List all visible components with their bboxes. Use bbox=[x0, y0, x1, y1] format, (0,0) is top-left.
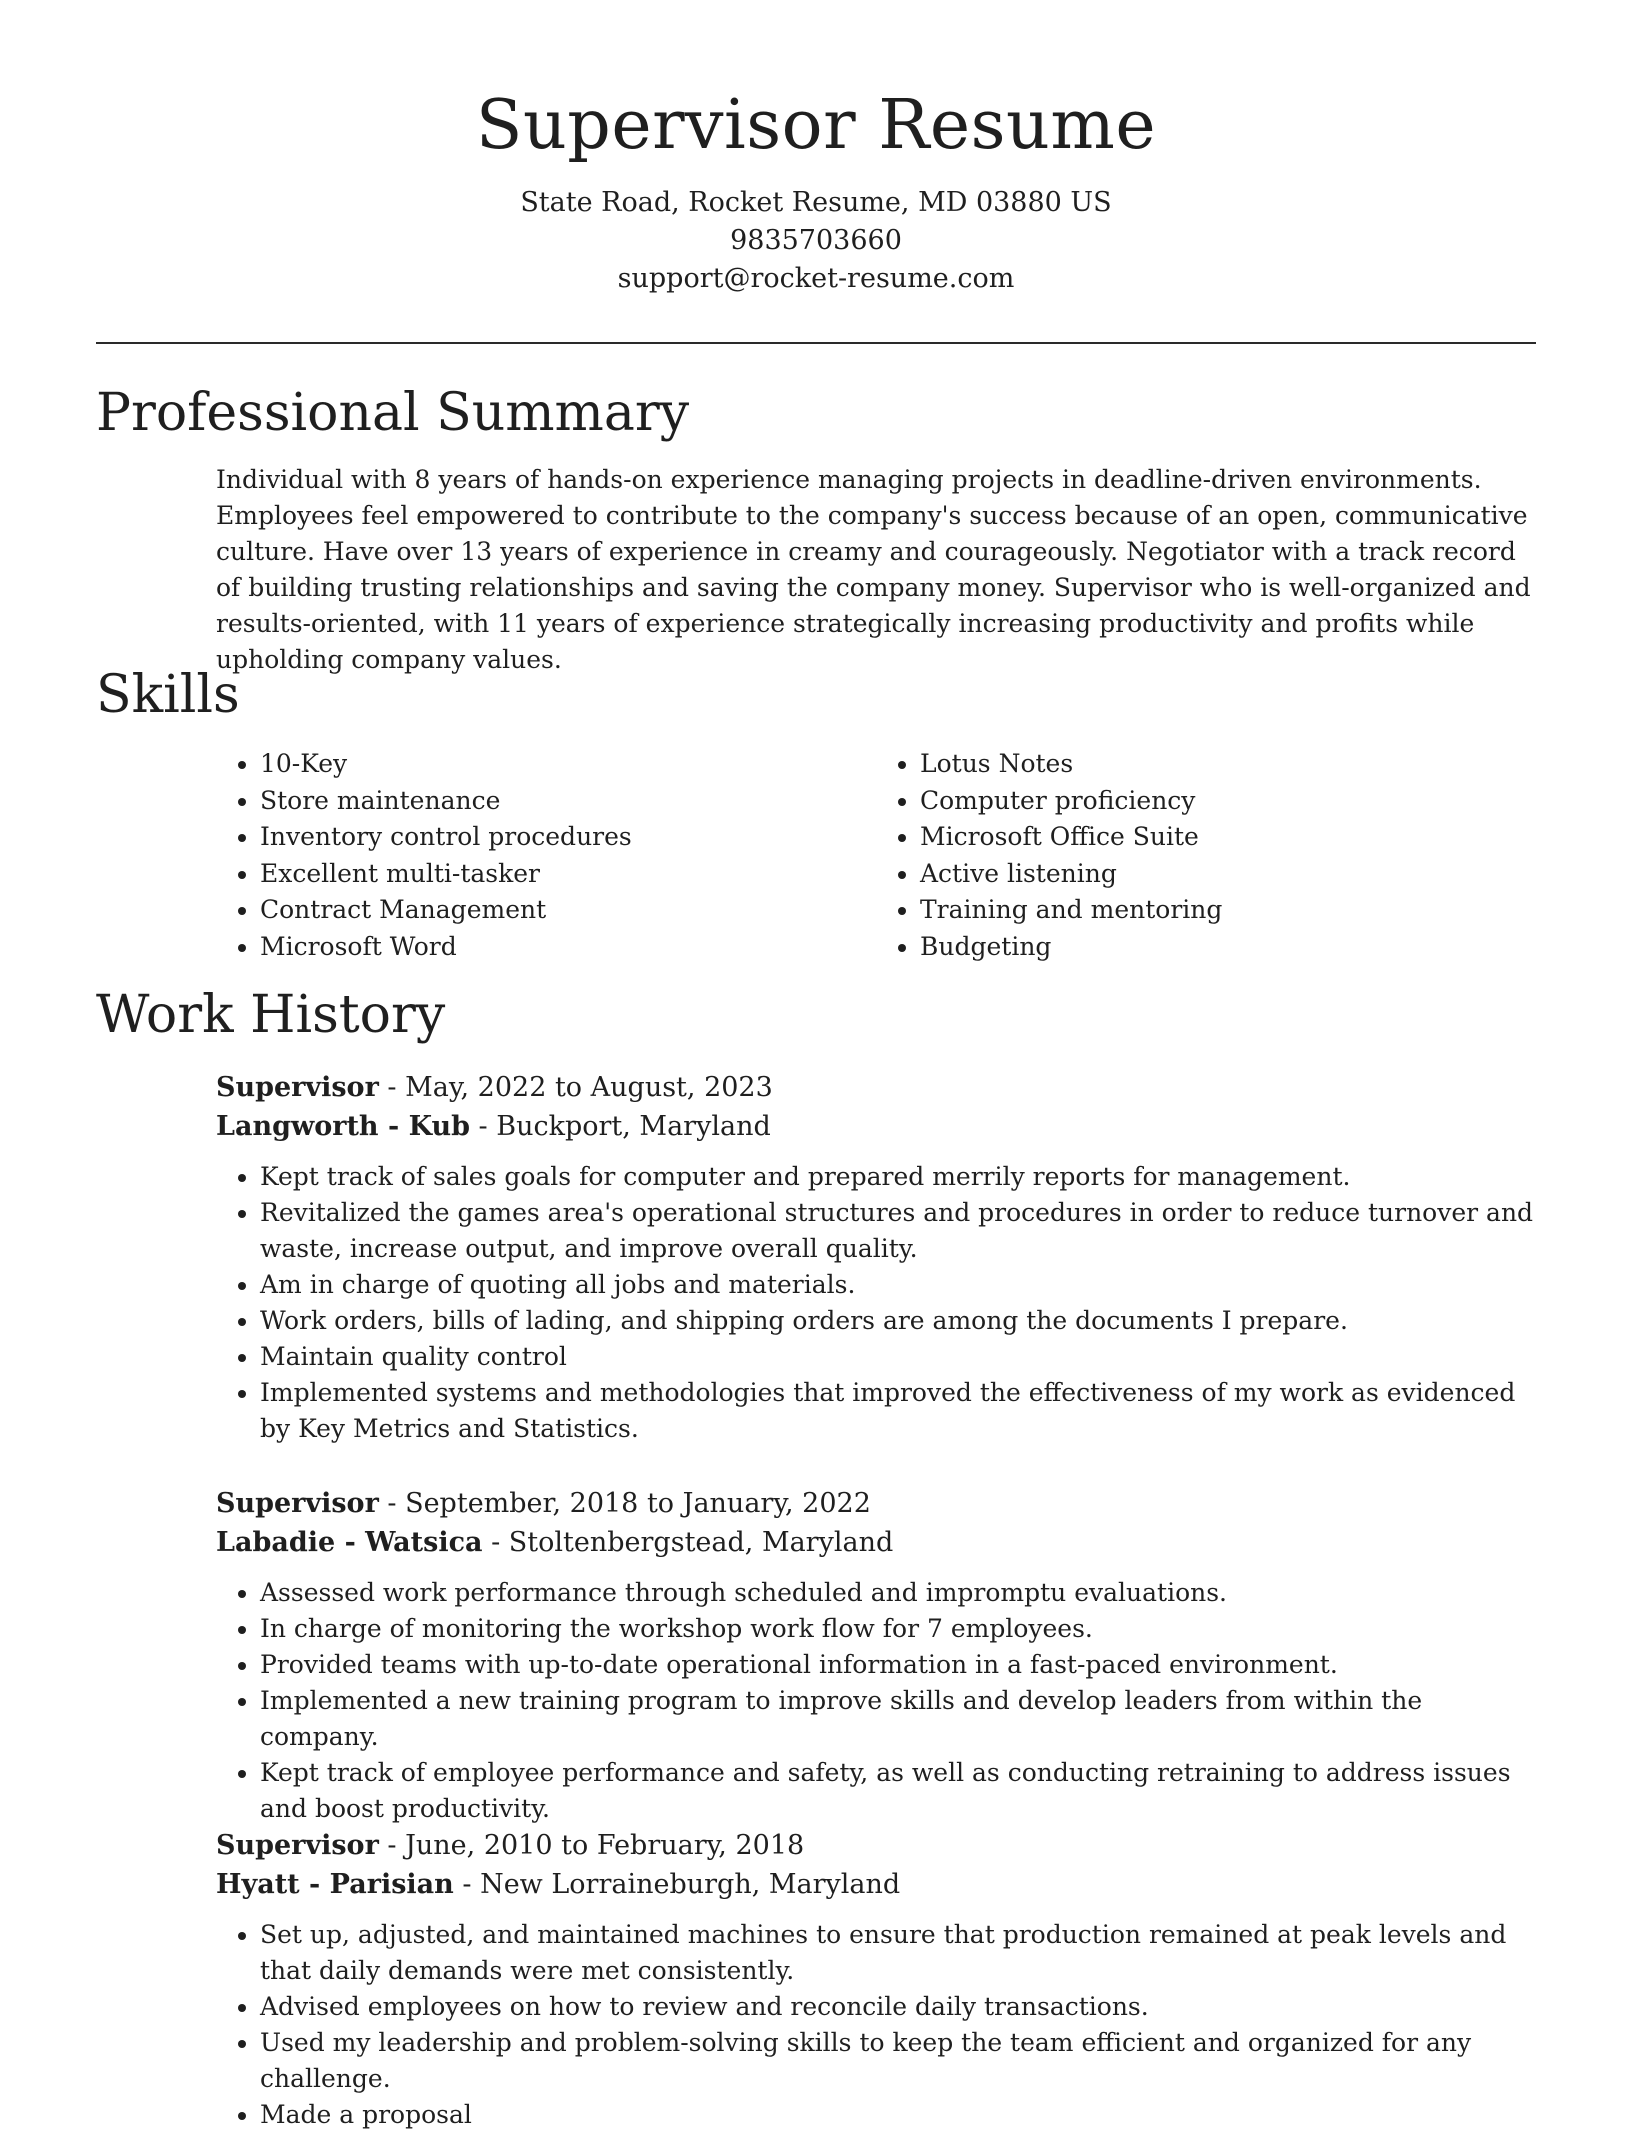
skill-item: • Excellent multi-tasker bbox=[260, 856, 876, 893]
job-bullet: • Revitalized the games area's operational structures and procedures in order to reduce turnover and waste, increase output, and improve overall quality. bbox=[260, 1195, 1546, 1267]
job-bullet: • Made a proposal bbox=[260, 2097, 1546, 2133]
job-title-line bbox=[216, 1068, 1546, 1107]
work-history-heading: Work History bbox=[96, 985, 446, 1045]
job-dates: - September, 2018 to January, 2022 bbox=[378, 1488, 871, 1519]
job-location: - New Lorraineburgh, Maryland bbox=[453, 1869, 901, 1900]
job-dates: - May, 2022 to August, 2023 bbox=[378, 1072, 773, 1103]
skill-item: • Inventory control procedures bbox=[260, 819, 876, 856]
skills-heading: Skills bbox=[96, 665, 240, 725]
skill-item: • Store maintenance bbox=[260, 783, 876, 820]
skill-item: • Contract Management bbox=[260, 892, 876, 929]
job-bullet: • Implemented a new training program to improve skills and develop leaders from within the company. bbox=[260, 1683, 1546, 1755]
skills-column-left bbox=[216, 746, 876, 965]
summary-text: Individual with 8 years of hands-on experience managing projects in deadline-driven environments. Employees feel empowered to contribute to the company's success because of an open, communicative culture. Have over 13 years of experience in creamy and courageously. Negotiator with a track record of building trusting relationships and saving the company money. Supervisor who is well-organized and results-oriented, with 11 years of experience strategically increasing productivity and profits while upholding company values. bbox=[216, 465, 1531, 674]
header-divider bbox=[96, 342, 1536, 344]
resume-header bbox=[0, 0, 1632, 298]
skill-item: • Computer proficiency bbox=[920, 783, 1536, 820]
job-employer: Hyatt - Parisian bbox=[216, 1869, 454, 1900]
contact-email: support@rocket-resume.com bbox=[617, 263, 1015, 294]
job-role: Supervisor bbox=[216, 1072, 379, 1103]
job-employer-line bbox=[216, 1523, 1546, 1562]
contact-address: State Road, Rocket Resume, MD 03880 US bbox=[520, 187, 1112, 218]
skills-list bbox=[216, 746, 1536, 965]
skill-item: • 10-Key bbox=[260, 746, 876, 783]
job-title-line bbox=[216, 1826, 1546, 1865]
job-role: Supervisor bbox=[216, 1830, 379, 1861]
job-bullets bbox=[216, 1575, 1546, 1827]
summary-heading: Professional Summary bbox=[96, 383, 690, 443]
skill-item: • Microsoft Office Suite bbox=[920, 819, 1536, 856]
job-bullet: • Advised employees on how to review and reconcile daily transactions. bbox=[260, 1989, 1546, 2025]
job-location: - Buckport, Maryland bbox=[469, 1111, 771, 1142]
job-bullet: • Implemented systems and methodologies that improved the effectiveness of my work as evidenced by Key Metrics and Statistics. bbox=[260, 1375, 1546, 1447]
skill-item: • Lotus Notes bbox=[920, 746, 1536, 783]
resume-title: Supervisor Resume bbox=[475, 86, 1157, 165]
job-bullet: • Set up, adjusted, and maintained machines to ensure that production remained at peak levels and that daily demands were met consistently. bbox=[260, 1917, 1546, 1989]
skill-item: • Active listening bbox=[920, 856, 1536, 893]
job-bullet: • In charge of monitoring the workshop work flow for 7 employees. bbox=[260, 1611, 1546, 1647]
contact-phone: 9835703660 bbox=[730, 225, 902, 256]
job-entry bbox=[216, 1068, 1546, 1447]
job-employer-line bbox=[216, 1865, 1546, 1904]
job-employer: Labadie - Watsica bbox=[216, 1527, 483, 1558]
job-bullet: • Kept track of employee performance and safety, as well as conducting retraining to address issues and boost productivity. bbox=[260, 1755, 1546, 1827]
job-dates: - June, 2010 to February, 2018 bbox=[378, 1830, 805, 1861]
skills-column-right bbox=[876, 746, 1536, 965]
job-bullet: • Kept track of sales goals for computer and prepared merrily reports for management. bbox=[260, 1159, 1546, 1195]
job-entry bbox=[216, 1484, 1546, 1827]
skill-item: • Training and mentoring bbox=[920, 892, 1536, 929]
job-bullet: • Work orders, bills of lading, and shipping orders are among the documents I prepare. bbox=[260, 1303, 1546, 1339]
skill-item: • Budgeting bbox=[920, 929, 1536, 966]
job-bullet: • Assessed work performance through scheduled and impromptu evaluations. bbox=[260, 1575, 1546, 1611]
job-role: Supervisor bbox=[216, 1488, 379, 1519]
skill-item: • Microsoft Word bbox=[260, 929, 876, 966]
job-bullet: • Maintain quality control bbox=[260, 1339, 1546, 1375]
job-bullet: • Used my leadership and problem-solving skills to keep the team efficient and organized for any challenge. bbox=[260, 2025, 1546, 2097]
job-employer: Langworth - Kub bbox=[216, 1111, 470, 1142]
contact-block bbox=[0, 184, 1632, 298]
job-location: - Stoltenbergstead, Maryland bbox=[482, 1527, 894, 1558]
job-title-line bbox=[216, 1484, 1546, 1523]
job-bullet: • Provided teams with up-to-date operational information in a fast-paced environment. bbox=[260, 1647, 1546, 1683]
job-bullets bbox=[216, 1917, 1546, 2133]
job-entry bbox=[216, 1826, 1546, 2133]
job-bullets bbox=[216, 1159, 1546, 1447]
job-employer-line bbox=[216, 1107, 1546, 1146]
job-bullet: • Am in charge of quoting all jobs and materials. bbox=[260, 1267, 1546, 1303]
